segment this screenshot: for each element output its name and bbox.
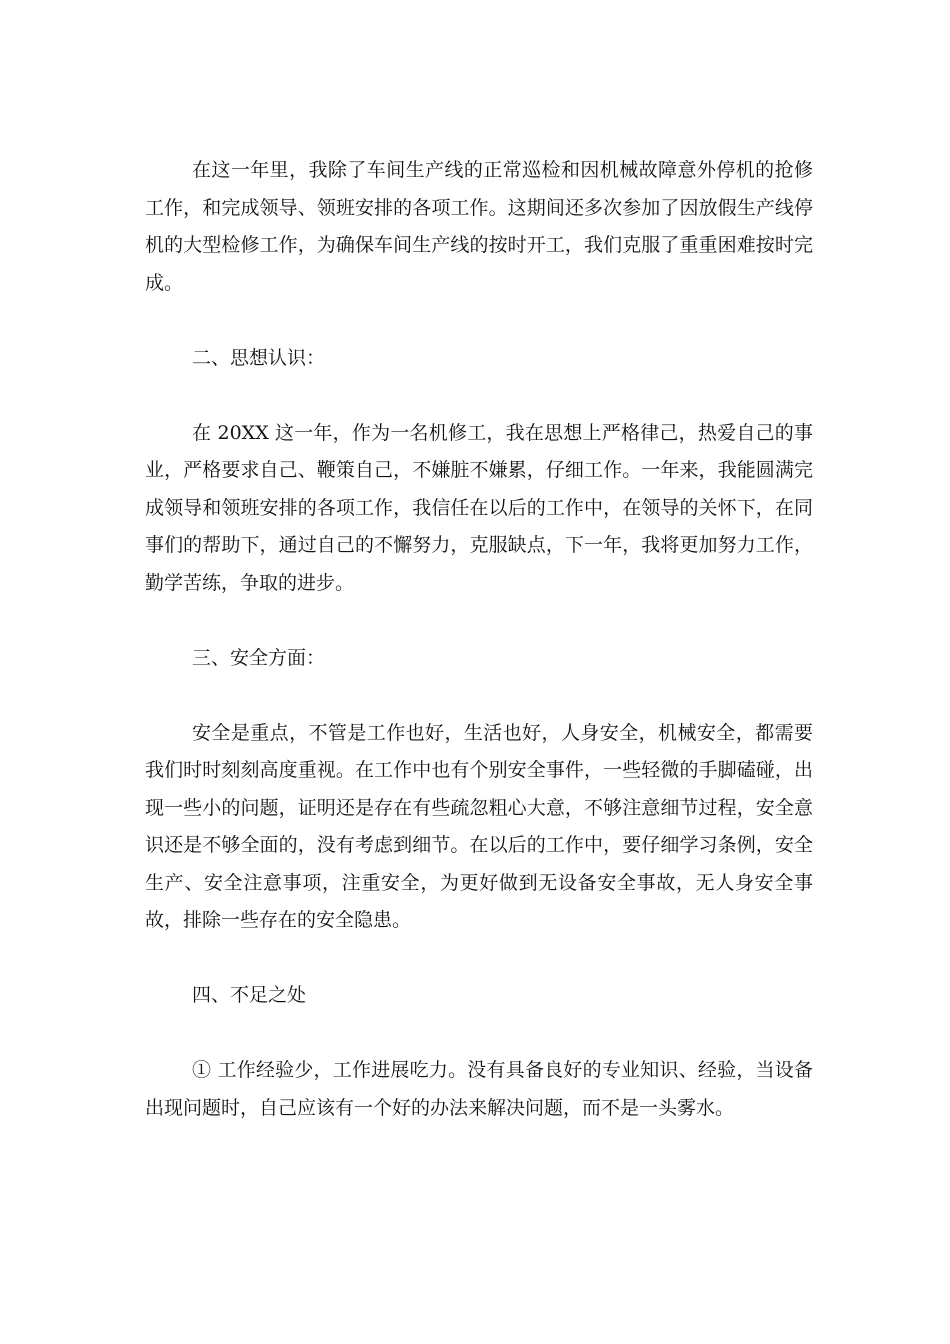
paragraph-shortcoming-1: ① 工作经验少，工作进展吃力。没有具备良好的专业知识、经验，当设备出现问题时，自己应该有一个好的办法来解决问题，而不是一头雾水。 xyxy=(145,1059,813,1119)
document-body xyxy=(145,152,813,1127)
section-heading-thinking: 二、思想认识： xyxy=(192,346,326,369)
section-heading-shortcomings: 四、不足之处 xyxy=(192,984,307,1006)
section-heading-safety: 三、安全方面： xyxy=(192,646,326,669)
paragraph-spacer xyxy=(145,1015,813,1053)
paragraph-spacer xyxy=(145,602,813,640)
paragraph-spacer xyxy=(145,377,813,415)
paragraph-spacer xyxy=(145,302,813,340)
paragraph-spacer xyxy=(145,940,813,978)
paragraph-thinking: 在 20XX 这一年，作为一名机修工，我在思想上严格律己，热爱自己的事业，严格要求自己、鞭策自己，不嫌脏不嫌累，仔细工作。一年来，我能圆满完成领导和领班安排的各项工作，我信任在以后的工作中，在领导的关怀下，在同事们的帮助下，通过自己的不懈努力，克服缺点，下一年，我将更加努力工作，勤学苦练，争取的进步。 xyxy=(145,421,813,594)
paragraph-spacer xyxy=(145,677,813,715)
paragraph-safety: 安全是重点，不管是工作也好，生活也好，人身安全，机械安全，都需要我们时时刻刻高度重视。在工作中也有个别安全事件，一些轻微的手脚磕碰，出现一些小的问题，证明还是存在有些疏忽粗心大意，不够注意细节过程，安全意识还是不够全面的，没有考虑到细节。在以后的工作中，要仔细学习条例，安全生产、安全注意事项，注重安全，为更好做到无设备安全事故，无人身安全事故，排除一些存在的安全隐患。 xyxy=(145,721,813,931)
paragraph-work-summary: 在这一年里，我除了车间生产线的正常巡检和因机械故障意外停机的抢修工作，和完成领导、领班安排的各项工作。这期间还多次参加了因放假生产线停机的大型检修工作，为确保车间生产线的按时开工，我们克服了重重困难按时完成。 xyxy=(145,159,813,294)
